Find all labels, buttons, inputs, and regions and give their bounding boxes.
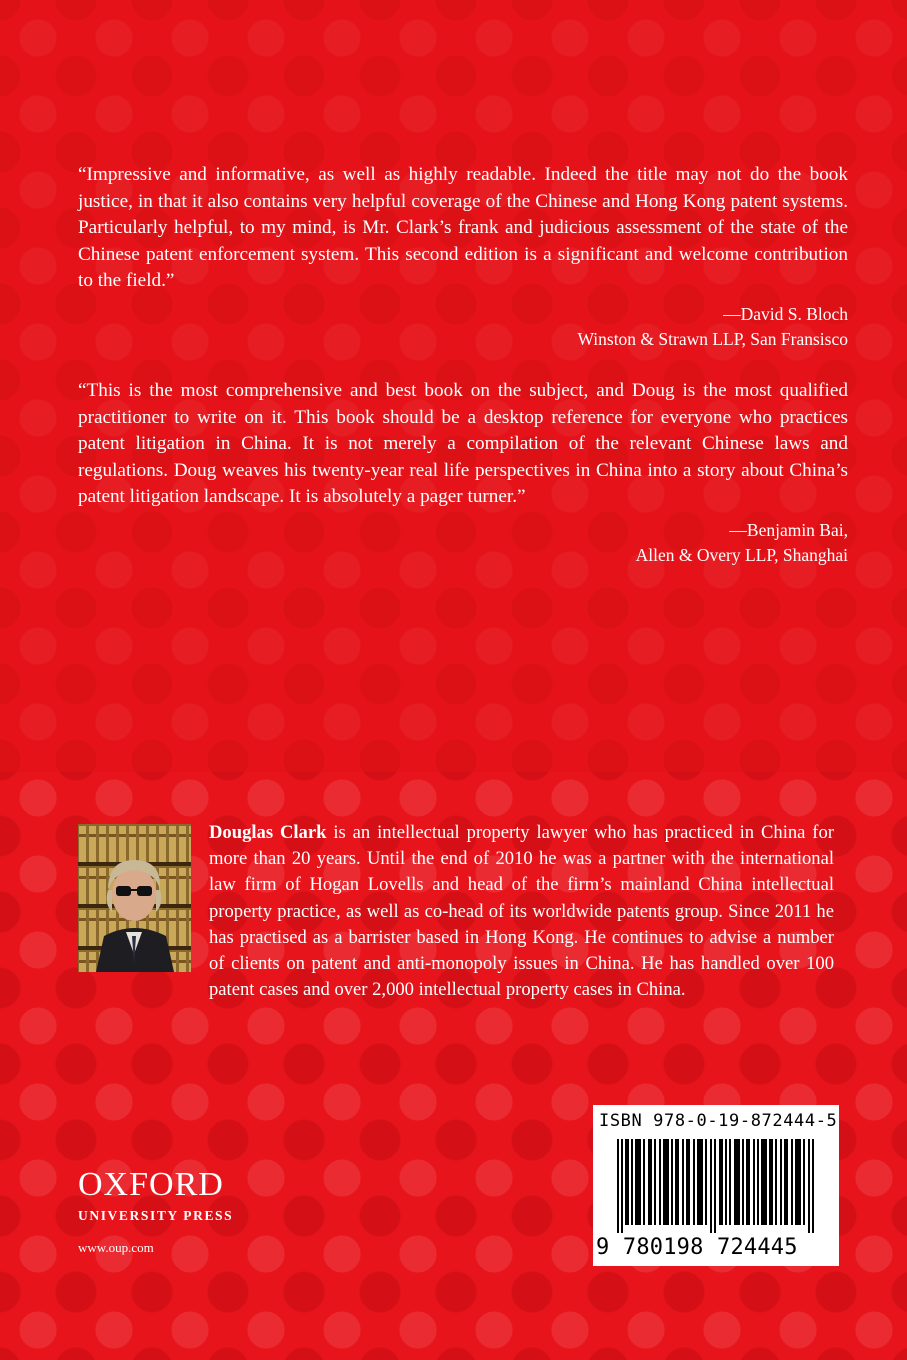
quote-attribution <box>78 302 848 352</box>
review-quote-1 <box>78 162 848 352</box>
bio-text: is an intellectual property lawyer who has practiced in China for more than 20 years. Until the end of 2010 he was a partner with the international law firm of Hogan Lovells and head of the firm’s mainland China intellectual property practice, as well as co-head of its worldwide patents group. Since 2011 he has practised as a barrister based in Hong Kong. He continues to advise a number of clients on patent and anti-monopoly issues in China. He has handled over 100 patent cases and over 2,000 intellectual property cases in China. <box>209 822 834 1001</box>
reviewer-affiliation: Allen & Overy LLP, Shanghai <box>635 544 848 565</box>
reviewer-name: —David S. Bloch <box>723 303 848 324</box>
barcode-bars <box>615 1139 821 1233</box>
isbn-barcode-box <box>593 1105 839 1266</box>
author-name: Douglas Clark <box>209 822 327 843</box>
reviewer-affiliation: Winston & Strawn LLP, San Fransisco <box>577 328 848 349</box>
review-quote-2 <box>78 378 848 568</box>
quote-text: “Impressive and informative, as well as highly readable. Indeed the title may not do the book justice, in that it also contains very helpful coverage of the Chinese and Hong Kong patent systems. Particularly helpful, to my mind, is Mr. Clark’s frank and judicious assessment of the state of the Chinese patent enforcement system. This second edition is a significant and welcome contribution to the field.” <box>78 164 848 291</box>
logo-sub-text: UNIVERSITY PRESS <box>78 1208 234 1223</box>
publisher-website: www.oup.com <box>78 1240 154 1255</box>
barcode-digits: 9 780198 724445 <box>596 1235 798 1260</box>
logo-main-text: OXFORD <box>78 1166 224 1203</box>
author-bio <box>78 820 834 1003</box>
publisher-logo <box>78 1168 233 1224</box>
reviewer-name: —Benjamin Bai, <box>729 519 848 540</box>
isbn-label: ISBN 978-0-19-872444-5 <box>599 1111 838 1131</box>
quote-attribution <box>78 518 848 568</box>
quote-text: “This is the most comprehensive and best book on the subject, and Doug is the most qualified practitioner to write on it. This book should be a desktop reference for everyone who practices patent litigation in China. It is not merely a compilation of the relevant Chinese laws and regulations. Doug weaves his twenty-year real life perspectives in China into a story about China’s patent litigation landscape. It is absolutely a pager turner.” <box>78 380 848 507</box>
author-photo <box>78 824 191 972</box>
